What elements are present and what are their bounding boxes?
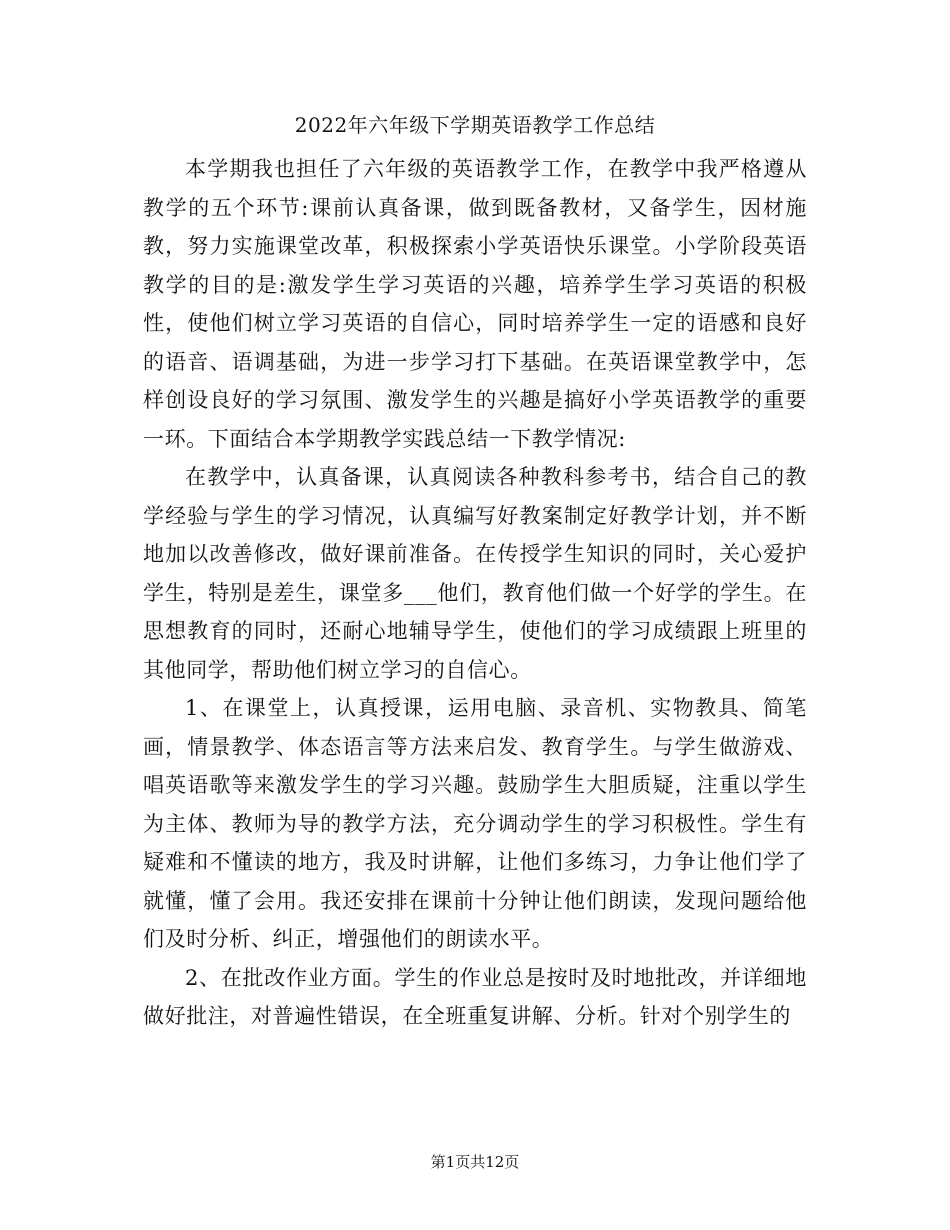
paragraph-intro: 本学期我也担任了六年级的英语教学工作，在教学中我严格遵从教学的五个环节:课前认真备课，做到既备教材，又备学生，因材施教，努力实施课堂改革，积极探索小学英语快乐课堂。小学阶段英语教学的目的是:激发学生学习英语的兴趣，培养学生学习英语的积极性，使他们树立学习英语的自信心，同时培养学生一定的语感和良好的语音、语调基础，为进一步学习打下基础。在英语课堂教学中，怎样创设良好的学习氛围、激发学生的兴趣是搞好小学英语教学的重要一环。下面结合本学期教学实践总结一下教学情况: xyxy=(143,157,807,451)
paragraph-point-1: 1、在课堂上，认真授课，运用电脑、录音机、实物教具、简笔画，情景教学、体态语言等方法来启发、教育学生。与学生做游戏、唱英语歌等来激发学生的学习兴趣。鼓励学生大胆质疑，注重以学生为主体、教师为导的教学方法，充分调动学生的学习积极性。学生有疑难和不懂读的地方，我及时讲解，让他们多练习，力争让他们学了就懂，懂了会用。我还安排在课前十分钟让他们朗读，发现问题给他们及时分析、纠正，增强他们的朗读水平。 xyxy=(143,696,807,951)
document-body xyxy=(143,150,807,1036)
paragraph-teaching: 在教学中，认真备课，认真阅读各种教科参考书，结合自己的教学经验与学生的学习情况，认真编写好教案制定好教学计划，并不断地加以改善修改，做好课前准备。在传授学生知识的同时，关心爱护学生，特别是差生，课堂多___他们，教育他们做一个好学的学生。在思想教育的同时，还耐心地辅导学生，使他们的学习成绩跟上班里的其他同学，帮助他们树立学习的自信心。 xyxy=(143,465,807,682)
paragraph-point-2: 2、在批改作业方面。学生的作业总是按时及时地批改，并详细地做好批注，对普遍性错误，在全班重复讲解、分析。针对个别学生的 xyxy=(143,965,807,1028)
document-title: 2022年六年级下学期英语教学工作总结 xyxy=(294,113,656,137)
page-footer: 第1页共12页 xyxy=(430,1153,520,1171)
